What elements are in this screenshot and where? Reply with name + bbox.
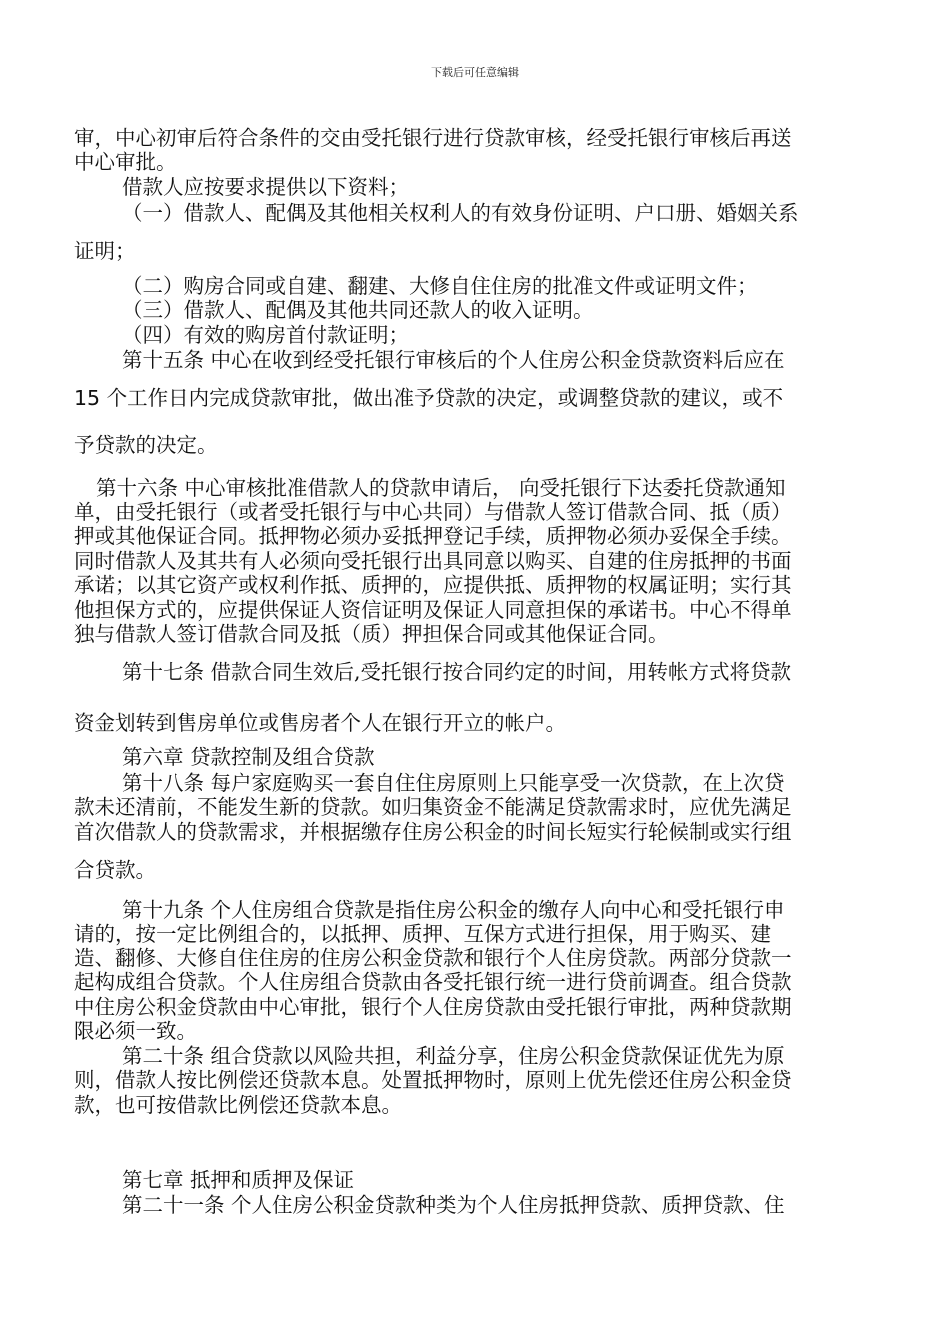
text-line: 押或其他保证合同。抵押物必须办妥抵押登记手续，质押物必须办妥保全手续。 [74,524,792,548]
text-line: 15 个工作日内完成贷款审批，做出准予贷款的决定，或调整贷款的建议，或不 [74,386,784,410]
text-line: 单，由受托银行（或者受托银行与中心共同）与借款人签订借款合同、抵（质） [74,500,792,524]
text-line: 第十五条 中心在收到经受托银行审核后的个人住房公积金贷款资料后应在 [122,348,785,372]
text-line: 予贷款的决定。 [74,433,218,457]
text-line: （三）借款人、配偶及其他共同还款人的收入证明。 [122,298,594,322]
text-line: （二）购房合同或自建、翻建、大修自住住房的批准文件或证明文件； [122,274,758,298]
text-line: 借款人应按要求提供以下资料； [122,175,409,199]
text-line: 他担保方式的，应提供保证人资信证明及保证人同意担保的承诺书。中心不得单 [74,598,792,622]
text-line: 第二十条 组合贷款以风险共担，利益分享，住房公积金贷款保证优先为原 [122,1044,785,1068]
text-line: 第二十一条 个人住房公积金贷款种类为个人住房抵押贷款、质押贷款、住 [122,1193,785,1217]
text-line: 独与借款人签订借款合同及抵（质）押担保合同或其他保证合同。 [74,622,669,646]
section-heading: 第七章 抵押和质押及保证 [122,1168,355,1192]
text-line: 第十九条 个人住房组合贷款是指住房公积金的缴存人向中心和受托银行申 [122,898,785,922]
text-line: 合贷款。 [74,858,156,882]
text-line: 承诺；以其它资产或权利作抵、质押的，应提供抵、质押物的权属证明；实行其 [74,573,792,597]
page-header: 下载后可任意编辑 [431,66,519,79]
text-line: 证明； [74,239,136,263]
text-line: （四）有效的购房首付款证明； [122,323,409,347]
text-line: 第十六条 中心审核批准借款人的贷款申请后， 向受托银行下达委托贷款通知 [96,476,786,500]
text-line: 审，中心初审后符合条件的交由受托银行进行贷款审核，经受托银行审核后再送 [74,126,792,150]
text-line: 则，借款人按比例偿还贷款本息。处置抵押物时，原则上优先偿还住房公积金贷 [74,1068,792,1092]
text-line: 同时借款人及其共有人必须向受托银行出具同意以购买、自建的住房抵押的书面 [74,549,792,573]
text-line: 起构成组合贷款。个人住房组合贷款由各受托银行统一进行贷前调查。组合贷款 [74,970,792,994]
text-line: 中住房公积金贷款由中心审批，银行个人住房贷款由受托银行审批，两种贷款期 [74,995,792,1019]
text-line: 款，也可按借款比例偿还贷款本息。 [74,1093,402,1117]
text-line: （一）借款人、配偶及其他相关权利人的有效身份证明、户口册、婚姻关系 [122,201,799,225]
text-line: 款未还清前，不能发生新的贷款。如归集资金不能满足贷款需求时，应优先满足 [74,795,792,819]
text-line: 限必须一致。 [74,1019,197,1043]
text-line: 第十七条 借款合同生效后,受托银行按合同约定的时间，用转帐方式将贷款 [122,660,792,684]
text-line: 造、翻修、大修自住住房的住房公积金贷款和银行个人住房贷款。两部分贷款一 [74,946,792,970]
text-line: 请的，按一定比例组合的，以抵押、质押、互保方式进行担保，用于购买、建 [74,922,771,946]
text-line: 第十八条 每户家庭购买一套自住住房原则上只能享受一次贷款，在上次贷 [122,771,785,795]
text-line: 中心审批。 [74,150,177,174]
text-line: 首次借款人的贷款需求，并根据缴存住房公积金的时间长短实行轮候制或实行组 [74,820,792,844]
text-line: 资金划转到售房单位或售房者个人在银行开立的帐户。 [74,711,566,735]
section-heading: 第六章 贷款控制及组合贷款 [122,745,375,769]
